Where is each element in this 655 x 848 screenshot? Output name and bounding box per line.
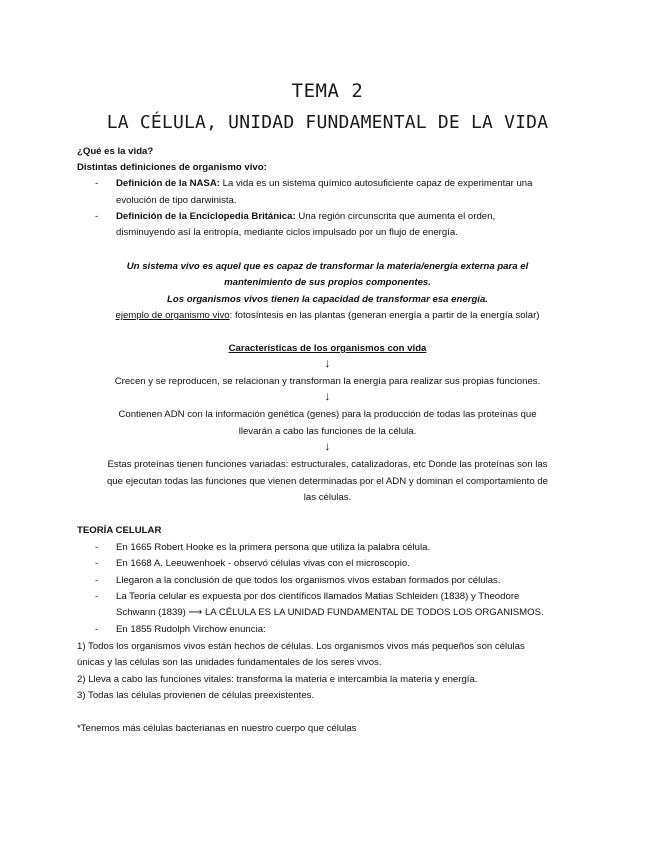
characteristic-point: que ejecutan todas las funciones que vienen determinadas por el ADN y dominan el comportamiento de [106, 476, 549, 487]
footnote: *Tenemos más células bacterianas en nuestro cuerpo que células [77, 723, 357, 734]
statement-line: 2) Lleva a cabo las funciones vitales: transforma la materia e intercambia la materia y energía. [77, 674, 478, 685]
list-item: En 1668 A. Leeuwenhoek - observó células vivas con el microscopio. [116, 558, 410, 569]
definition-text: Una región circunscrita que aumenta el orden, [295, 211, 496, 222]
definition-label: Definición de la Enciclopedia Británica: [116, 211, 296, 222]
page-title: TEMA 2 [291, 80, 364, 102]
down-arrow-icon: ↓ [324, 439, 331, 453]
list-dash: - [95, 211, 99, 222]
list-item-continued: Schwann (1839) ⟶ LA CÉLULA ES LA UNIDAD FUNDAMENTAL DE TODOS LOS ORGANISMOS. [116, 607, 544, 618]
living-system-line: Los organismos vivos tienen la capacidad de transformar esa energía. [167, 294, 488, 305]
document-page: TEMA 2 LA CÉLULA, UNIDAD FUNDAMENTAL DE LA VIDA ¿Qué es la vida? Distintas definiciones de organismo vivo: - Definición de la NASA: La vida es un sistema químico autosuficiente capaz de experimentar una evolución de tipo darwinista. - Definición de la Enciclopedia Británica: Una región circunscrita que aumenta el orden, disminuyendo así la entropía, mediante ciclos impulsado por un flujo de energía. Un sistema vivo es aquel que es capaz de transformar la materia/energía externa para el mantenimiento de sus propios componentes. Los organismos vivos tienen la capacidad de transformar esa energía. ejemplo de organismo vivo: fotosíntesis en las plantas (generan energía a partir de la energía solar) Características de los organismos con vida ↓ Crecen y se reproducen, se relacionan y transforman la energía para realizar sus propias funciones. ↓ Contienen ADN con la información genética (genes) para la producción de todas las proteínas que llevarán a cabo las funciones de la célula. ↓ Estas proteínas tienen funciones variadas: estructurales, catalizadoras, etc Donde las proteínas son las que ejecutan todas las funciones que vienen determinadas por el ADN y dominan el comportamiento de las células. TEORÍA CELULAR - En 1665 Robert Hooke es la primera persona que utiliza la palabra célula. - En 1668 A. Leeuwenhoek - observó células vivas con el microscopio. - Llegaron a la conclusión de que todos los organismos vivos estaban formados por células. - La Teoría celular es expuesta por dos científicos llamados Matias Schleiden (1838) y Theodore Schwann (1839) ⟶ LA CÉLULA ES LA UNIDAD FUNDAMENTAL DE TODOS LOS ORGANISMOS. - En 1855 Rudolph Virchow enuncia: 1) Todos los organismos vivos están hechos de células. Los organismos vivos más pequeños son células únicas y las células son las unidades fundamentales de los seres vivos. 2) Lleva a cabo las funciones vitales: transforma la materia e intercambia la materia y energía. 3) Todas las células provienen de células preexistentes. *Tenemos más células bacterianas en nuestro cuerpo que células [0, 0, 655, 848]
definition-text: La vida es un sistema químico autosuficiente capaz de experimentar una [219, 178, 533, 189]
living-system-line: mantenimiento de sus propios componentes. [224, 277, 431, 288]
statement-line: 3) Todas las células provienen de células preexistentes. [77, 690, 315, 701]
definition-britannica [116, 210, 495, 223]
list-item: En 1855 Rudolph Virchow enuncia: [116, 624, 266, 635]
cell-theory-heading: TEORÍA CELULAR [77, 525, 162, 536]
example-label: ejemplo de organismo vivo [115, 310, 230, 321]
list-item: Llegaron a la conclusión de que todos los organismos vivos estaban formados por células. [116, 575, 501, 586]
characteristic-point: Estas proteínas tienen funciones variadas: estructurales, catalizadoras, etc Donde las proteínas son las [107, 459, 548, 470]
statement-line: únicas y las células son las unidades fundamentales de los seres vivos. [77, 657, 382, 668]
page-subtitle: LA CÉLULA, UNIDAD FUNDAMENTAL DE LA VIDA [106, 112, 549, 133]
list-item: En 1665 Robert Hooke es la primera persona que utiliza la palabra célula. [116, 542, 431, 553]
example-text: : fotosíntesis en las plantas (generan energía a partir de la energía solar) [229, 310, 540, 321]
definition-text-continued: disminuyendo así la entropía, mediante ciclos impulsado por un flujo de energía. [116, 227, 458, 238]
example-line [0, 309, 655, 322]
definition-nasa [116, 177, 532, 190]
characteristic-point: llevarán a cabo las funciones de la célula. [238, 426, 417, 437]
definition-text-continued: evolución de tipo darwinista. [116, 195, 237, 206]
list-item: La Teoría celular es expuesta por dos científicos llamados Matias Schleiden (1838) y Theodore [116, 591, 520, 602]
living-system-line: Un sistema vivo es aquel que es capaz de transformar la materia/energía externa para el [126, 261, 529, 272]
list-dash: - [95, 178, 99, 189]
question-heading: ¿Qué es la vida? [77, 146, 154, 157]
down-arrow-icon: ↓ [324, 389, 331, 403]
characteristics-heading: Características de los organismos con vida [228, 343, 427, 354]
characteristic-point: las células. [303, 492, 352, 503]
definition-label: Definición de la NASA: [116, 178, 220, 189]
characteristic-point: Crecen y se reproducen, se relacionan y transforman la energía para realizar sus propias funciones. [114, 376, 541, 387]
statement-line: 1) Todos los organismos vivos están hechos de células. Los organismos vivos más pequeños son células [77, 641, 525, 652]
down-arrow-icon: ↓ [324, 356, 331, 370]
definitions-heading: Distintas definiciones de organismo vivo: [77, 162, 267, 173]
characteristic-point: Contienen ADN con la información genética (genes) para la producción de todas las proteínas que [118, 409, 537, 420]
